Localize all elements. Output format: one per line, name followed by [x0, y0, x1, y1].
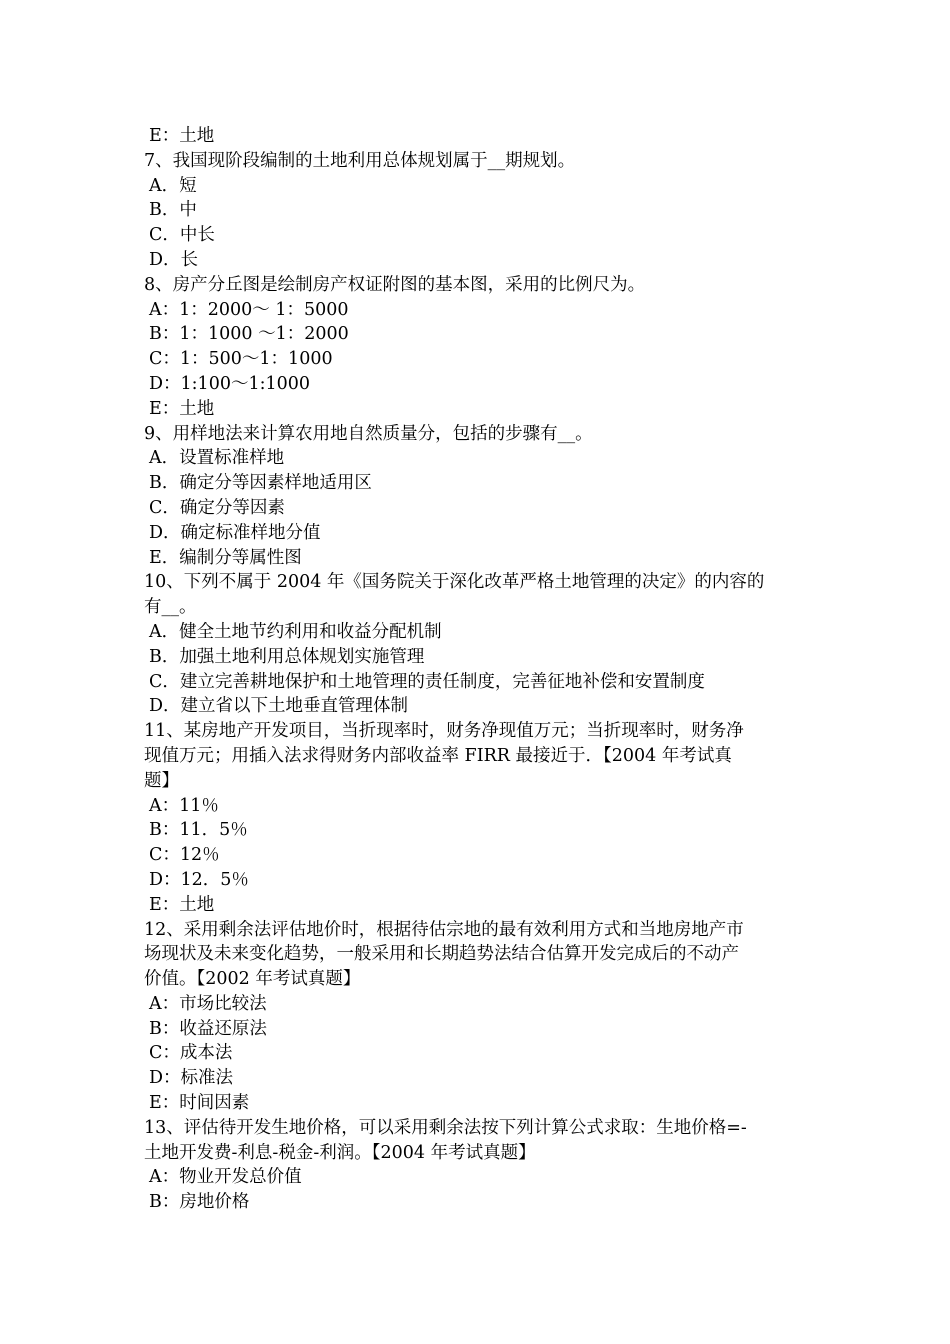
- answer-option: C．中长: [149, 225, 215, 246]
- answer-option: A．健全土地节约利用和收益分配机制: [149, 621, 442, 642]
- answer-option: A：物业开发总价值: [149, 1167, 302, 1188]
- answer-option: E．编制分等属性图: [149, 547, 302, 568]
- answer-option: E：土地: [149, 398, 215, 419]
- answer-option: E：时间因素: [149, 1093, 250, 1114]
- question-text: 13、评估待开发生地价格，可以采用剩余法按下列计算公式求取：生地价格=-: [144, 1117, 747, 1138]
- question-text: 12、采用剩余法评估地价时，根据待估宗地的最有效利用方式和当地房地产市: [144, 919, 744, 940]
- question-text: 场现状及未来变化趋势，一般采用和长期趋势法结合估算开发完成后的不动产: [144, 944, 739, 965]
- answer-option: E：土地: [149, 894, 215, 915]
- question-text: 价值。【2002 年考试真题】: [144, 969, 361, 990]
- answer-option: C．确定分等因素: [149, 497, 285, 518]
- question-text: 有__。: [144, 597, 197, 618]
- question-text: 11、某房地产开发项目，当折现率时，财务净现值万元；当折现率时，财务净: [144, 721, 744, 742]
- answer-option: D．建立省以下土地垂直管理体制: [149, 696, 409, 717]
- answer-option: B：1：1000 ～1：2000: [149, 324, 349, 345]
- answer-option: B：房地价格: [149, 1192, 250, 1213]
- answer-option: D：标准法: [149, 1068, 234, 1089]
- answer-option: A．设置标准样地: [149, 448, 285, 469]
- answer-option: B：11．5％: [149, 820, 248, 841]
- question-text: 8、房产分丘图是绘制房产权证附图的基本图，采用的比例尺为。: [144, 274, 646, 295]
- answer-option: C：12％: [149, 845, 220, 866]
- answer-option: A：市场比较法: [149, 993, 267, 1014]
- answer-option: B：收益还原法: [149, 1018, 267, 1039]
- question-text: 土地开发费-利息-税金-利润。【2004 年考试真题】: [144, 1142, 536, 1163]
- question-text: 现值万元；用插入法求得财务内部收益率 FIRR 最接近于．【2004 年考试真: [144, 745, 732, 766]
- answer-option: D：1:100～1:1000: [149, 373, 311, 394]
- answer-option: D：12．5％: [149, 869, 249, 890]
- answer-option: C：1：500～1：1000: [149, 349, 333, 370]
- answer-option: B．确定分等因素样地适用区: [149, 473, 372, 494]
- exam-question-list: [144, 124, 814, 1215]
- question-text: 7、我国现阶段编制的土地利用总体规划属于__期规划。: [144, 150, 576, 171]
- answer-option: B．中: [149, 200, 197, 221]
- answer-option: D．确定标准样地分值: [149, 522, 321, 543]
- question-text: 9、用样地法来计算农用地自然质量分，包括的步骤有__。: [144, 423, 593, 444]
- answer-option: C：成本法: [149, 1043, 233, 1064]
- answer-option: D．长: [149, 249, 199, 270]
- answer-option: B．加强土地利用总体规划实施管理: [149, 646, 425, 667]
- answer-option: A．短: [149, 175, 197, 196]
- answer-option: A：11％: [149, 795, 219, 816]
- question-text: 10、下列不属于 2004 年《国务院关于深化改革严格土地管理的决定》的内容的: [144, 572, 765, 593]
- answer-option: E：土地: [149, 126, 215, 146]
- answer-option: C．建立完善耕地保护和土地管理的责任制度，完善征地补偿和安置制度: [149, 671, 705, 692]
- question-text: 题】: [144, 770, 179, 791]
- answer-option: A：1：2000～ 1：5000: [149, 299, 349, 320]
